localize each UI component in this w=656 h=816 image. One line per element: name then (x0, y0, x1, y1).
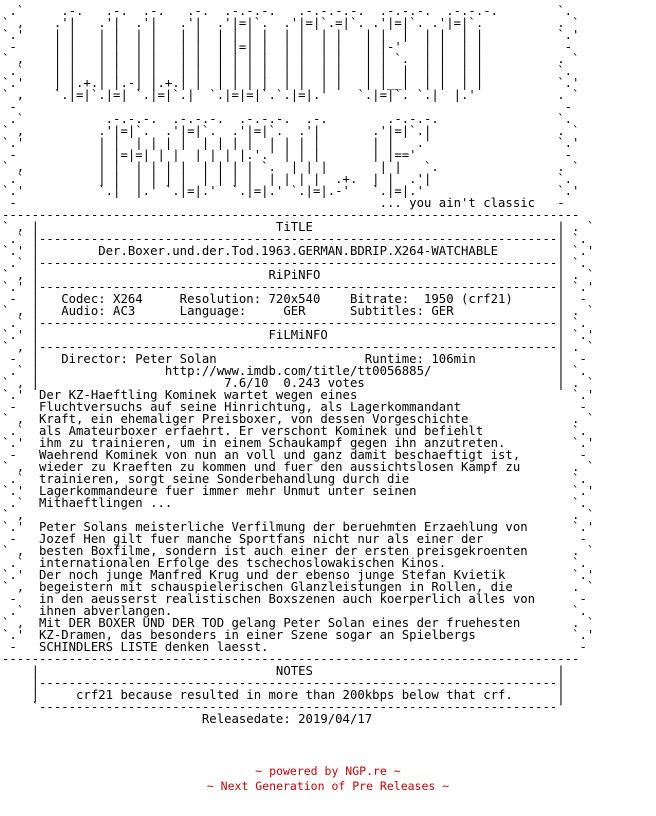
footer-powered-by: ~ powered by NGP.re ~ (255, 764, 401, 778)
footer (0, 764, 656, 794)
nfo-text: .` .-. .-. .-. .-. .-.-.-. .-.-.-.-. .-.-.-. .-.-.-. `. ` , .'| .'| .'| .'| .'|=|`. .'|=|`.=|`. .'|=|`. .'|=|`. . ` `.' | | | | | | | | | | | | | | | | | | | | | | | `.' - | | | | | | | | | |=| | | | | | | |-' | | | | - ` , | | | | | | | | | | | | | | | | | | `. | | | | . ` .` | | | | | | | | | | | | | | | | | | | | | | | `. `.' | |.+.| |.-| |.+.| | | | | | | | | | | |__| | | | | `.' ` , `.|=|`.|=| `.|=|`.| `.|=|=|`.`.|=|.' `.|=|`. `.| |.' . ` - - .` .-.-.-. .-.-.-. .-.-.-. .-. .-.-.-. `. ` , .'|=|`. .'|=|`. .'|=|`. .'| .'|=|`.| . ` `.' | | | | | | | | | | | | | | | | .' `.' - | |=|=| | | | | | |.'.' | | | | |==' - ` , | | | | | | | | | | `. | | | | | `. . ` .` | | | | | | | | | | | | | | .+. | | .'| `. `.' `.| |.' `.|=|.' `.|=|.' `.|=|.-' `.|=|.' `.' - ... you ain't classic - ------------------------------------------------------------------------------ ` , | TiTLE | . ` .` |----------------------------------------------------------------------| `. `.' | Der.Boxer.und.der.Tod.1963.GERMAN.BDRIP.X264-WATCHABLE | `.' .` |----------------------------------------------------------------------| `. ` , | RiPiNFO | . ` `.' |----------------------------------------------------------------------| `.' - | Codec: X264 Resolution: 720x540 Bitrate: 1950 (crf21) | - ` , | Audio: AC3 Language: GER Subtitles: GER | . ` .` |----------------------------------------------------------------------| `. `.' | FiLMiNFO | `.' ` , |----------------------------------------------------------------------| . ` - | Director: Peter Solan Runtime: 106min | - .` | http://www.imdb.com/title/tt0056885/ | `. ` , | 7.6/10 0.243 votes | . ` `.' Der KZ-Haeftling Kominek wartet wegen eines `.' - Fluchtversuchs auf seine Hinrichtung, als Lagerkommandant - ` , Kraft, ein ehemaliger Preisboxer, von dessen Vorgeschichte . ` .` als Amateurboxer erfaehrt. Er verschont Kominek und befiehlt `. `.' ihm zu trainieren, um in einem Schaukampf gegen ihn anzutreten. `.' - Waehrend Kominek von nun an voll und ganz damit beschaeftigt ist, - ` , wieder zu Kraeften zu kommen und fuer den aussichtslosen Kampf zu . ` .` trainieren, sorgt seine Sonderbehandlung durch die `. `.' Lagerkommandeure fuer immer mehr Unmut unter seinen `.' .` Mithaeftlingen ... `. ` , . ` `.' Peter Solans meisterliche Verfilmung der beruehmten Erzaehlung von `.' - Jozef Hen gilt fuer manche Sportfans nicht nur als einer der - ` , besten Boxfilme, sondern ist auch einer der ersten preisgekroenten . ` .` internationalen Erfolge des tschechoslowakischen Kinos. `. `.' Der noch junge Manfred Krug und der ebenso junge Stefan Kvietik `.' ` , begeistern mit schauspielerischen Glanzleistungen in Rollen, die . ` - in den aeusserst realistischen Boxszenen auch koerperlich alles von - .` ihnen abverlangen. `. ` , Mit DER BOXER UND DER TOD gelang Peter Solan eines der fruehesten . ` `.' KZ-Dramen, das besonders in einer Szene sogar an Spielbergs `.' - SCHINDLERS LISTE denken laesst. - ------------------------------------------------------------------------------ | NOTES | |----------------------------------------------------------------------| | crf21 because resulted in more than 200kbps below that crf. | `----------------------------------------------------------------------' Releasedate: 2019/04/17 (2, 4, 595, 726)
footer-group-name: ~ Next Generation of Pre Releases ~ (206, 779, 450, 793)
